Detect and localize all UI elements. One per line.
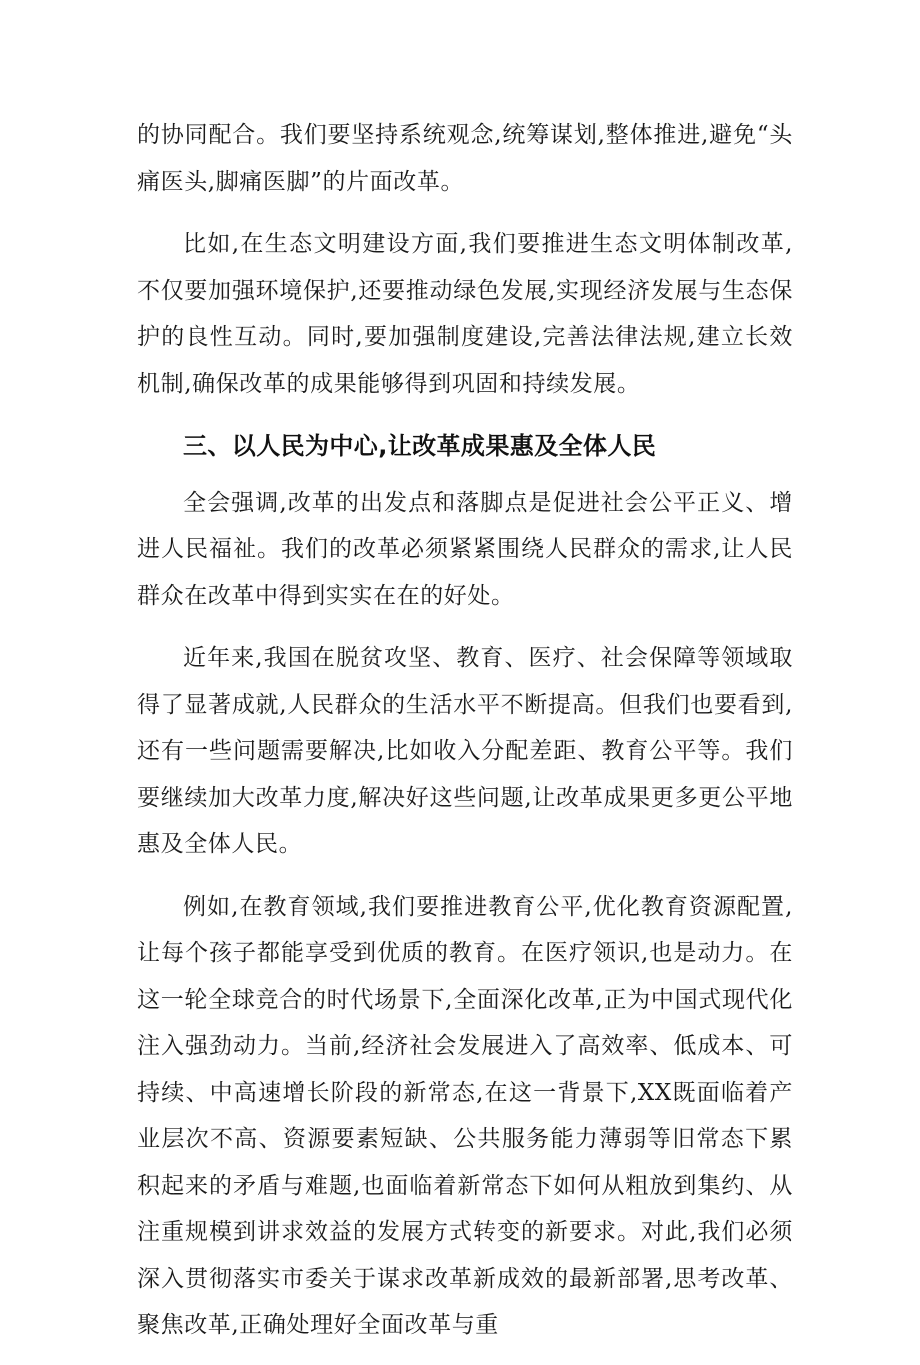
document-body (137, 112, 793, 1365)
paragraph-continued: 的协同配合。我们要坚持系统观念,统筹谋划,整体推进,避免“头痛医头,脚痛医脚”的片面改革。 (137, 122, 793, 195)
paragraph-education: 例如,在教育领域,我们要推进教育公平,优化教育资源配置,让每个孩子都能享受到优质的教育。在医疗领识,也是动力。在这一轮全球竞合的时代场景下,全面深化改革,正为中国式现代化注入强劲动力。当前,经济社会发展进入了高效率、低成本、可持续、中高速增长阶段的新常态,在这一背景下,XX既面临着产业层次不高、资源要素短缺、公共服务能力薄弱等旧常态下累积起来的矛盾与难题,也面临着新常态下如何从粗放到集约、从注重规模到讲求效益的发展方式转变的新要求。对此,我们必须深入贯彻落实市委关于谋求改革新成效的最新部署,思考改革、聚焦改革,正确处理好全面改革与重 (137, 893, 793, 1338)
section-heading-three: 三、以人民为中心,让改革成果惠及全体人民 (183, 432, 657, 460)
paragraph-plenary: 全会强调,改革的出发点和落脚点是促进社会公平正义、增进人民福祉。我们的改革必须紧紧围绕人民群众的需求,让人民群众在改革中得到实实在在的好处。 (137, 489, 793, 609)
paragraph-recent-years: 近年来,我国在脱贫攻坚、教育、医疗、社会保障等领域取得了显著成就,人民群众的生活水平不断提高。但我们也要看到,还有一些问题需要解决,比如收入分配差距、教育公平等。我们要继续加大改革力度,解决好这些问题,让改革成果更多更公平地惠及全体人民。 (137, 645, 793, 857)
paragraph-ecology: 比如,在生态文明建设方面,我们要推进生态文明体制改革,不仅要加强环境保护,还要推动绿色发展,实现经济发展与生态保护的良性互动。同时,要加强制度建设,完善法律法规,建立长效机制,确保改革的成果能够得到巩固和持续发展。 (137, 231, 793, 397)
